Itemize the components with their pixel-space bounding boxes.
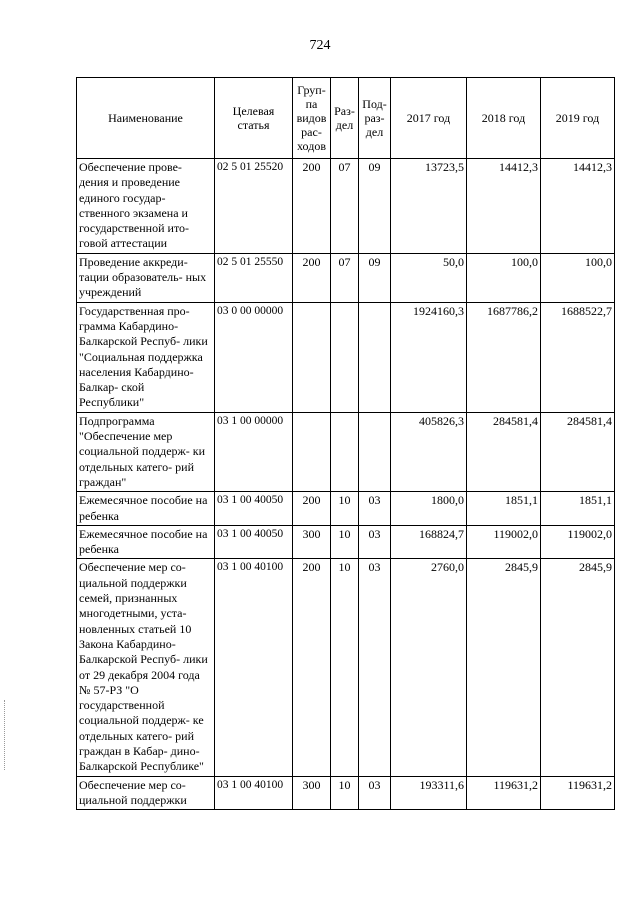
row-value-2019: 1851,1 [541, 492, 615, 526]
row-value-2018: 119002,0 [467, 525, 541, 559]
row-target-code: 03 1 00 40100 [215, 776, 293, 810]
row-group: 300 [293, 776, 331, 810]
row-section: 10 [331, 559, 359, 776]
row-name: Ежемесячное пособие на ребенка [77, 492, 215, 526]
row-group: 200 [293, 253, 331, 302]
row-group: 200 [293, 559, 331, 776]
row-group: 300 [293, 525, 331, 559]
table-row [77, 253, 615, 302]
row-value-2017: 1924160,3 [391, 302, 467, 412]
header-2018: 2018 год [467, 78, 541, 159]
row-target-code: 03 0 00 00000 [215, 302, 293, 412]
row-name: Проведение аккреди- тации образователь- ных учреждений [77, 253, 215, 302]
table-row [77, 302, 615, 412]
row-value-2019: 119002,0 [541, 525, 615, 559]
row-name: Государственная про- грамма Кабардино- Балкарской Респуб- лики "Социальная поддержка населения Кабардино-Балкар- ской Республики" [77, 302, 215, 412]
row-value-2019: 119631,2 [541, 776, 615, 810]
row-value-2018: 1687786,2 [467, 302, 541, 412]
row-target-code: 03 1 00 40100 [215, 559, 293, 776]
row-value-2017: 405826,3 [391, 412, 467, 491]
row-section: 10 [331, 776, 359, 810]
header-2019: 2019 год [541, 78, 615, 159]
table-row [77, 559, 615, 776]
row-target-code: 02 5 01 25520 [215, 159, 293, 254]
row-section: 10 [331, 492, 359, 526]
budget-table [76, 77, 615, 810]
row-section [331, 412, 359, 491]
row-subsection: 09 [359, 253, 391, 302]
table-header-row [77, 78, 615, 159]
row-target-code: 03 1 00 40050 [215, 492, 293, 526]
table-row [77, 412, 615, 491]
header-name: Наименование [77, 78, 215, 159]
row-group [293, 302, 331, 412]
row-value-2018: 100,0 [467, 253, 541, 302]
row-value-2017: 193311,6 [391, 776, 467, 810]
header-target: Целевая статья [215, 78, 293, 159]
row-section: 07 [331, 253, 359, 302]
table-row [77, 492, 615, 526]
row-name: Ежемесячное пособие на ребенка [77, 525, 215, 559]
row-value-2017: 13723,5 [391, 159, 467, 254]
row-value-2019: 284581,4 [541, 412, 615, 491]
row-subsection: 03 [359, 492, 391, 526]
row-subsection [359, 412, 391, 491]
row-value-2018: 284581,4 [467, 412, 541, 491]
row-target-code: 03 1 00 00000 [215, 412, 293, 491]
row-value-2019: 2845,9 [541, 559, 615, 776]
row-value-2017: 50,0 [391, 253, 467, 302]
row-value-2017: 168824,7 [391, 525, 467, 559]
row-value-2018: 14412,3 [467, 159, 541, 254]
scan-edge-marks [4, 700, 7, 770]
row-section: 10 [331, 525, 359, 559]
row-value-2019: 1688522,7 [541, 302, 615, 412]
row-subsection: 09 [359, 159, 391, 254]
row-value-2018: 119631,2 [467, 776, 541, 810]
header-2017: 2017 год [391, 78, 467, 159]
row-subsection: 03 [359, 525, 391, 559]
row-name: Обеспечение мер со- циальной поддержки [77, 776, 215, 810]
header-group: Груп- па видов рас- ходов [293, 78, 331, 159]
table-row [77, 776, 615, 810]
row-value-2019: 14412,3 [541, 159, 615, 254]
row-value-2018: 2845,9 [467, 559, 541, 776]
page-number: 724 [309, 38, 331, 53]
table-row [77, 159, 615, 254]
row-target-code: 03 1 00 40050 [215, 525, 293, 559]
row-group: 200 [293, 159, 331, 254]
row-group [293, 412, 331, 491]
row-value-2017: 1800,0 [391, 492, 467, 526]
row-subsection: 03 [359, 776, 391, 810]
row-target-code: 02 5 01 25550 [215, 253, 293, 302]
row-section: 07 [331, 159, 359, 254]
header-subsection: Под- раз- дел [359, 78, 391, 159]
row-group: 200 [293, 492, 331, 526]
row-name: Обеспечение прове- дения и проведение единого государ- ственного экзамена и государственной ито- говой аттестации [77, 159, 215, 254]
row-value-2019: 100,0 [541, 253, 615, 302]
row-subsection: 03 [359, 559, 391, 776]
row-value-2018: 1851,1 [467, 492, 541, 526]
row-name: Обеспечение мер со- циальной поддержки семей, признанных многодетными, уста- новленных статьей 10 Закона Кабардино- Балкарской Респуб- лики от 29 декабря 2004 года № 57-РЗ "О государственной социальной поддерж- ке отдельных катего- рий граждан в Кабар- дино-Балкарской Республике" [77, 559, 215, 776]
row-subsection [359, 302, 391, 412]
row-section [331, 302, 359, 412]
table-row [77, 525, 615, 559]
header-section: Раз- дел [331, 78, 359, 159]
row-value-2017: 2760,0 [391, 559, 467, 776]
row-name: Подпрограмма "Обеспечение мер социальной поддерж- ки отдельных катего- рий граждан" [77, 412, 215, 491]
